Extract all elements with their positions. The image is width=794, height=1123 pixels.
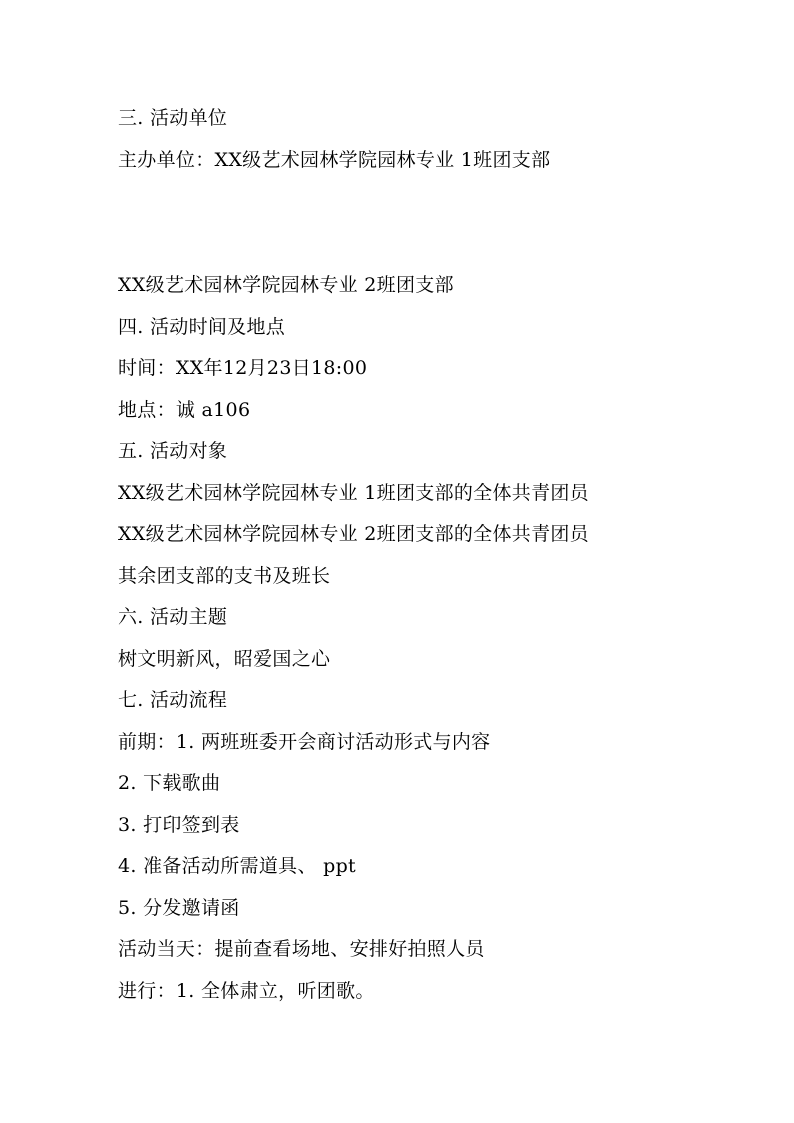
process-line-3: 3. 打印签到表	[118, 814, 240, 836]
place-line: 地点：诚 a106	[118, 399, 251, 421]
participants-line-2: XX级艺术园林学院园林专业 2班团支部的全体共青团员	[118, 523, 589, 545]
organizer-line-2: XX级艺术园林学院园林专业 2班团支部	[118, 274, 454, 296]
participants-line-1: XX级艺术园林学院园林专业 1班团支部的全体共青团员	[118, 482, 589, 504]
process-line-1: 前期：1. 两班班委开会商讨活动形式与内容	[118, 731, 491, 753]
process-line-7: 进行：1. 全体肃立，听团歌。	[118, 980, 375, 1002]
organizer-line: 主办单位：XX级艺术园林学院园林专业 1班团支部	[118, 149, 551, 171]
theme-line: 树文明新风，昭爱国之心	[118, 648, 331, 670]
process-line-2: 2. 下载歌曲	[118, 772, 221, 794]
section-heading-participants: 五. 活动对象	[118, 440, 228, 462]
process-line-4: 4. 准备活动所需道具、 ppt	[118, 855, 356, 877]
time-line: 时间：XX年12月23日18:00	[118, 357, 368, 379]
section-heading-activity-unit: 三. 活动单位	[118, 107, 228, 129]
process-line-5: 5. 分发邀请函	[118, 897, 240, 919]
participants-line-3: 其余团支部的支书及班长	[118, 565, 331, 587]
section-heading-theme: 六. 活动主题	[118, 606, 228, 628]
process-line-6: 活动当天：提前查看场地、安排好拍照人员	[118, 938, 485, 960]
section-heading-time-place: 四. 活动时间及地点	[118, 316, 286, 338]
section-heading-process: 七. 活动流程	[118, 689, 228, 711]
